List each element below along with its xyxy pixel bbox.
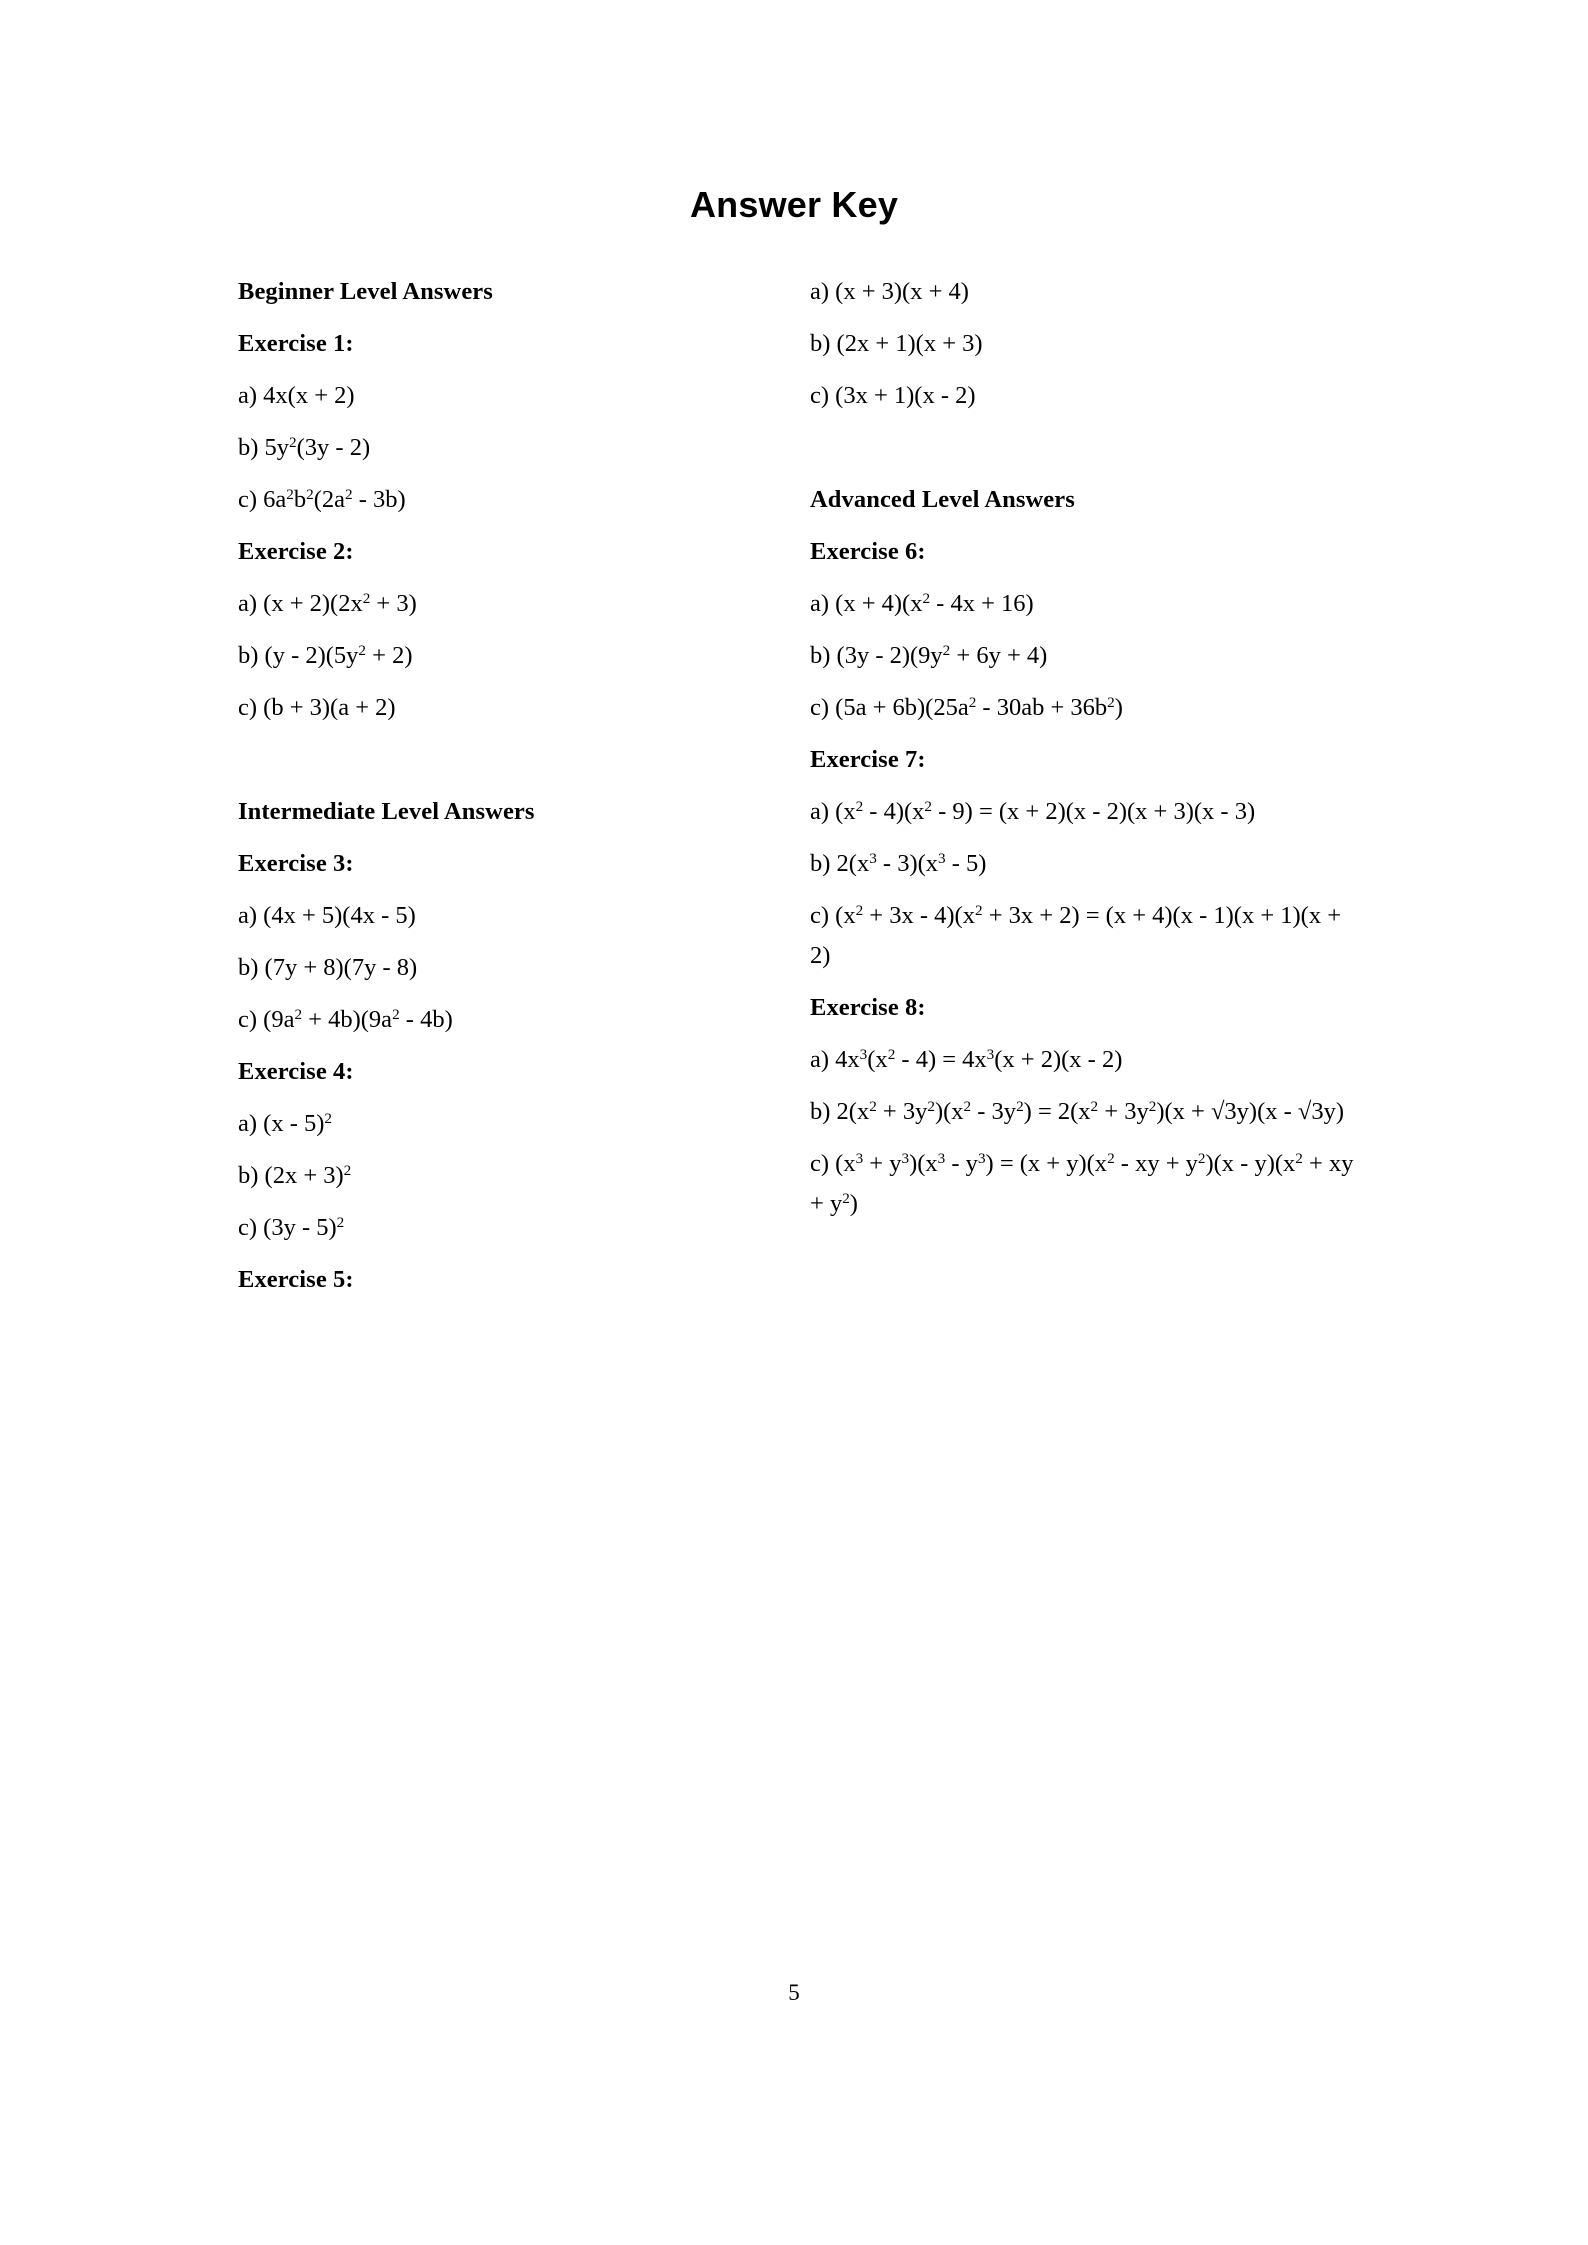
answer-line: c) $(5a + 6b)(25a^2 - 30ab + 36b^2)$: [810, 694, 1123, 721]
answer-line: b) $2(x^2 + 3y^2)(x^2 - 3y^2) = 2(x^2 + 3y^2)(x + √3y)(x - √3y)$: [810, 1098, 1345, 1125]
section-heading: Exercise 1:: [238, 330, 354, 357]
section-heading: Exercise 5:: [238, 1266, 354, 1293]
section-heading: Beginner Level Answers: [238, 278, 493, 305]
section-heading: Exercise 7:: [810, 746, 926, 773]
answer-line: b) $2(x^3 - 3)(x^3 - 5)$: [810, 850, 987, 877]
answer-line: b) $(y - 2)(5y^2 + 2)$: [238, 642, 413, 669]
answer-line: c) $(x^2 + 3x - 4)(x^2 + 3x + 2) = (x + 4)(x - 1)(x + 1)(x + 2)$: [810, 902, 1342, 969]
section-heading: Exercise 6:: [810, 538, 926, 565]
section-heading: Advanced Level Answers: [810, 486, 1075, 513]
answer-line: a) (4x + 5)(4x - 5): [238, 902, 416, 929]
answer-line: c) (3x + 1)(x - 2): [810, 382, 976, 409]
page-title: Answer Key: [689, 184, 899, 225]
answer-line: c) $(9a^2 + 4b)(9a^2 - 4b)$: [238, 1006, 453, 1033]
section-heading: Exercise 3:: [238, 850, 354, 877]
answer-line: a) $(x + 4)(x^2 - 4x + 16)$: [810, 590, 1034, 617]
section-heading: Intermediate Level Answers: [238, 798, 535, 825]
paragraph-spacer: [810, 428, 1365, 468]
right-column: [810, 272, 1365, 1236]
answer-line: a) $(x + 2)(2x^2 + 3)$: [238, 590, 417, 617]
answer-line: c) $6a^2b^2(2a^2 - 3b)$: [238, 486, 406, 513]
answer-line: a) $(x^2 - 4)(x^2 - 9) = (x + 2)(x - 2)(x + 3)(x - 3)$: [810, 798, 1256, 825]
answer-line: c) $(x^3 + y^3)(x^3 - y^3) = (x + y)(x^2$ - xy + $y^2)(x - y)(x^2$ + xy + $y^2$): [810, 1150, 1354, 1217]
page-number: 5: [788, 1980, 800, 2005]
answer-line: b) $(2x + 3)^2$: [238, 1162, 352, 1189]
answer-line: a) (x + 3)(x + 4): [810, 278, 969, 305]
section-heading: Exercise 4:: [238, 1058, 354, 1085]
answer-line: b) (2x + 1)(x + 3): [810, 330, 983, 357]
answer-line: b) $5y^2(3y - 2)$: [238, 434, 371, 461]
answer-line: a) 4x(x + 2): [238, 382, 355, 409]
left-column: [238, 272, 738, 1312]
section-heading: Exercise 8:: [810, 994, 926, 1021]
answer-line: a) $4x^3(x^2 - 4) = 4x^3(x + 2)(x - 2)$: [810, 1046, 1123, 1073]
answer-line: c) (b + 3)(a + 2): [238, 694, 396, 721]
paragraph-spacer: [238, 740, 738, 780]
answer-line: b) $(3y - 2)(9y^2 + 6y + 4)$: [810, 642, 1048, 669]
answer-line: a) (x - 5)$^2$: [238, 1110, 332, 1137]
section-heading: Exercise 2:: [238, 538, 354, 565]
answer-line: b) (7y + 8)(7y - 8): [238, 954, 418, 981]
answer-line: c) (3y - 5)$^2$: [238, 1214, 345, 1241]
